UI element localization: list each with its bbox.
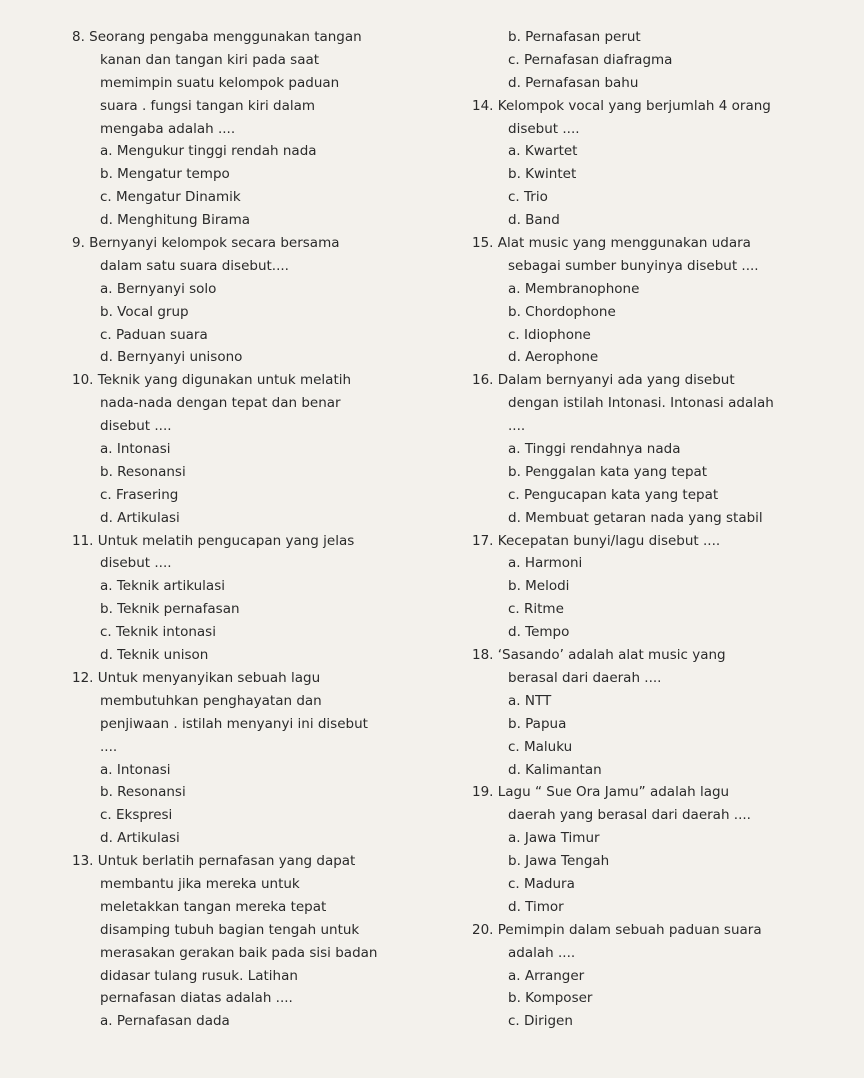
answer-option-q9b: b. Vocal grup (100, 303, 189, 320)
answer-option-q18a: a. NTT (508, 692, 552, 709)
answer-option-q16c: c. Pengucapan kata yang tepat (508, 486, 719, 503)
answer-option-q13b: b. Pernafasan perut (508, 29, 641, 45)
answer-option-q20c: c. Dirigen (508, 1013, 573, 1030)
answer-option-q8b: b. Mengatur tempo (100, 166, 230, 183)
answer-option-q9d: d. Bernyanyi unisono (100, 349, 243, 366)
right-column (472, 26, 852, 1033)
answer-option-q10b: b. Resonansi (100, 463, 186, 480)
question-text-q13: 13. Untuk berlatih pernafasan yang dapat (72, 853, 356, 870)
answer-option-q17a: a. Harmoni (508, 555, 583, 572)
question-text-q8: 8. Seorang pengaba menggunakan tangan (72, 29, 362, 45)
question-text-q18: 18. ‘Sasando’ adalah alat music yang (472, 647, 726, 664)
answer-option-q10d: d. Artikulasi (100, 509, 180, 526)
question-text-continued-q9l2: dalam satu suara disebut.... (100, 257, 289, 274)
answer-option-q17c: c. Ritme (508, 601, 564, 618)
question-text-continued-q10l3: disebut .... (100, 418, 172, 435)
question-text-continued-q16l2: dengan istilah Intonasi. Intonasi adalah (508, 395, 774, 412)
answer-option-q14c: c. Trio (508, 189, 548, 206)
answer-option-q9a: a. Bernyanyi solo (100, 280, 217, 297)
answer-option-q13d: d. Pernafasan bahu (508, 74, 639, 91)
question-text-q11: 11. Untuk melatih pengucapan yang jelas (72, 532, 355, 549)
answer-option-q11c: c. Teknik intonasi (100, 624, 216, 641)
answer-option-q18b: b. Papua (508, 715, 567, 732)
answer-option-q15c: c. Idiophone (508, 326, 591, 343)
question-text-continued-q13l3: meletakkan tangan mereka tepat (100, 898, 327, 915)
answer-option-q17b: b. Melodi (508, 578, 570, 595)
question-text-continued-q13l4: disamping tubuh bagian tengah untuk (100, 921, 360, 938)
answer-option-q10c: c. Frasering (100, 486, 179, 503)
answer-option-q14a: a. Kwartet (508, 143, 578, 160)
answer-option-q18c: c. Maluku (508, 738, 573, 755)
answer-option-q19d: d. Timor (508, 898, 564, 915)
question-text-continued-q8l3: memimpin suatu kelompok paduan (100, 74, 340, 91)
answer-option-q14d: d. Band (508, 212, 560, 229)
answer-option-q10a: a. Intonasi (100, 441, 171, 458)
answer-option-q12c: c. Ekspresi (100, 807, 173, 824)
answer-option-q17d: d. Tempo (508, 624, 570, 641)
question-text-continued-q16l3: .... (508, 418, 526, 435)
question-text-q17: 17. Kecepatan bunyi/lagu disebut .... (472, 532, 721, 549)
answer-option-q15d: d. Aerophone (508, 349, 599, 366)
answer-option-q11d: d. Teknik unison (100, 647, 209, 664)
answer-option-q12a: a. Intonasi (100, 761, 171, 778)
left-column (72, 26, 462, 1033)
question-text-q10: 10. Teknik yang digunakan untuk melatih (72, 372, 352, 389)
answer-option-q19b: b. Jawa Tengah (508, 853, 610, 870)
question-text-q20: 20. Pemimpin dalam sebuah paduan suara (472, 921, 762, 938)
answer-option-q13c: c. Pernafasan diafragma (508, 51, 673, 68)
answer-option-q19a: a. Jawa Timur (508, 830, 600, 847)
answer-option-q18d: d. Kalimantan (508, 761, 602, 778)
question-text-q9: 9. Bernyanyi kelompok secara bersama (72, 235, 340, 252)
answer-option-q11a: a. Teknik artikulasi (100, 578, 225, 595)
question-text-continued-q13l6: didasar tulang rusuk. Latihan (100, 967, 298, 984)
answer-option-q8a: a. Mengukur tinggi rendah nada (100, 143, 317, 160)
question-text-continued-q12l2: membutuhkan penghayatan dan (100, 692, 322, 709)
answer-option-q12b: b. Resonansi (100, 784, 186, 801)
question-text-q19: 19. Lagu “ Sue Ora Jamu” adalah lagu (472, 784, 730, 801)
question-text-q12: 12. Untuk menyanyikan sebuah lagu (72, 669, 321, 686)
question-text-continued-q18l2: berasal dari daerah .... (508, 669, 662, 686)
answer-option-q16b: b. Penggalan kata yang tepat (508, 463, 708, 480)
question-text-continued-q19l2: daerah yang berasal dari daerah .... (508, 807, 751, 824)
question-text-continued-q13l5: merasakan gerakan baik pada sisi badan (100, 944, 378, 961)
question-text-continued-q8l2: kanan dan tangan kiri pada saat (100, 51, 320, 68)
question-text-q14: 14. Kelompok vocal yang berjumlah 4 orang (472, 97, 771, 114)
answer-option-q9c: c. Paduan suara (100, 326, 208, 343)
answer-option-q16a: a. Tinggi rendahnya nada (508, 441, 681, 458)
question-text-continued-q13l2: membantu jika mereka untuk (100, 875, 300, 892)
question-text-continued-q8l4: suara . fungsi tangan kiri dalam (100, 97, 316, 114)
question-text-continued-q8l5: mengaba adalah .... (100, 120, 236, 137)
answer-option-q11b: b. Teknik pernafasan (100, 601, 240, 618)
answer-option-q15a: a. Membranophone (508, 280, 640, 297)
answer-option-q14b: b. Kwintet (508, 166, 577, 183)
question-text-q15: 15. Alat music yang menggunakan udara (472, 235, 751, 252)
answer-option-q20b: b. Komposer (508, 990, 593, 1007)
question-text-q16: 16. Dalam bernyanyi ada yang disebut (472, 372, 735, 389)
question-text-continued-q11l2: disebut .... (100, 555, 172, 572)
answer-option-q8d: d. Menghitung Birama (100, 212, 251, 229)
question-text-continued-q12l4: .... (100, 738, 118, 755)
answer-option-q20a: a. Arranger (508, 967, 585, 984)
answer-option-q13a: a. Pernafasan dada (100, 1013, 230, 1030)
answer-option-q8c: c. Mengatur Dinamik (100, 189, 241, 206)
question-text-continued-q20l2: adalah .... (508, 944, 576, 961)
question-text-continued-q10l2: nada-nada dengan tepat dan benar (100, 395, 341, 412)
question-text-continued-q12l3: penjiwaan . istilah menyanyi ini disebut (100, 715, 368, 732)
question-text-continued-q13l7: pernafasan diatas adalah .... (100, 990, 293, 1007)
answer-option-q15b: b. Chordophone (508, 303, 616, 320)
answer-option-q16d: d. Membuat getaran nada yang stabil (508, 509, 763, 526)
question-text-continued-q14l2: disebut .... (508, 120, 580, 137)
question-text-continued-q15l2: sebagai sumber bunyinya disebut .... (508, 257, 759, 274)
answer-option-q19c: c. Madura (508, 875, 575, 892)
answer-option-q12d: d. Artikulasi (100, 830, 180, 847)
